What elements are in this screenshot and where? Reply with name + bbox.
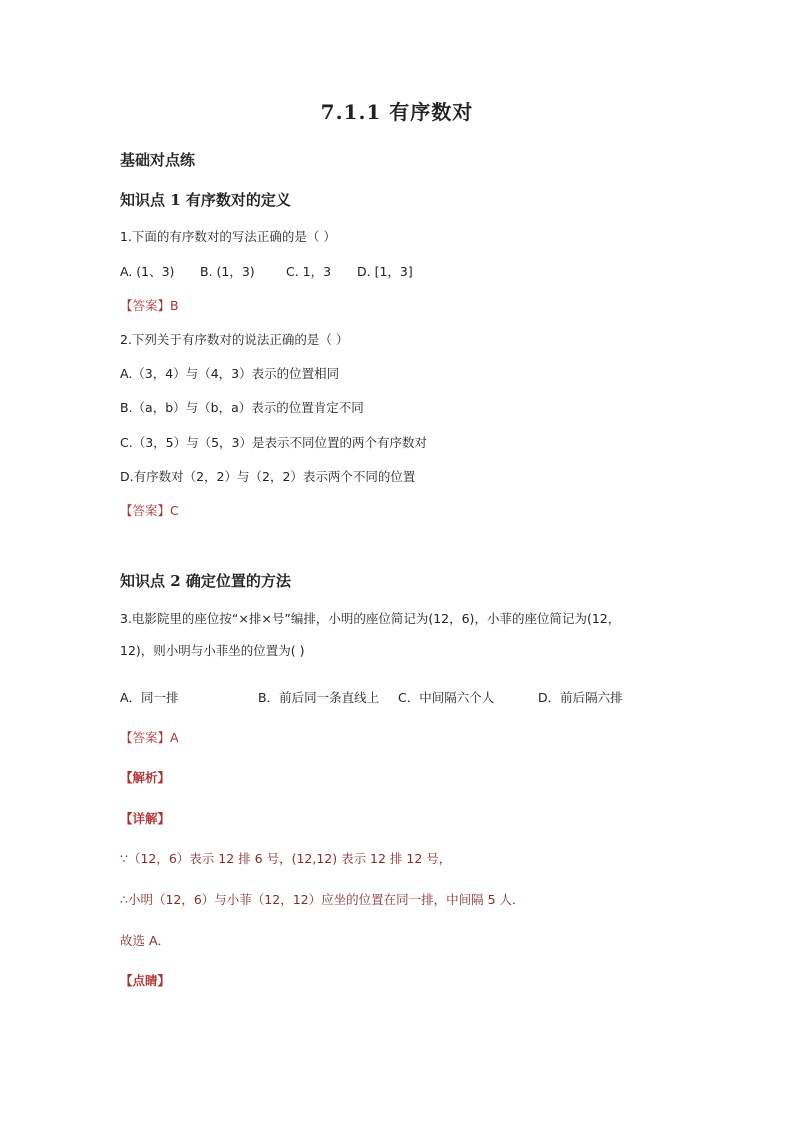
q3-option-d: D．前后隔六排 — [538, 690, 623, 705]
question-2-answer: 【答案】C — [120, 503, 179, 518]
q1-option-c: C. 1，3 — [286, 264, 332, 279]
knowledge-point-2-heading: 知识点 2 确定位置的方法 — [120, 572, 291, 590]
comment-label: 【点睛】 — [120, 973, 171, 988]
question-1-answer: 【答案】B — [120, 298, 179, 313]
section-heading: 基础对点练 — [120, 151, 196, 169]
question-3-answer: 【答案】A — [120, 730, 179, 745]
question-2-stem: 2.下列关于有序数对的说法正确的是（ ） — [120, 332, 349, 347]
question-3-stem-line-2: 12)，则小明与小菲坐的位置为( ) — [120, 643, 305, 658]
q1-option-d: D. [1，3] — [357, 264, 413, 279]
q2-option-a: A.（3，4）与（4，3）表示的位置相同 — [120, 366, 340, 381]
detail-line-1: ∵（12，6）表示 12 排 6 号，(12,12) 表示 12 排 12 号， — [120, 851, 452, 866]
question-1-stem: 1.下面的有序数对的写法正确的是（ ） — [120, 229, 336, 244]
q3-option-c: C．中间隔六个人 — [398, 690, 495, 705]
knowledge-point-1-heading: 知识点 1 有序数对的定义 — [120, 191, 291, 209]
q2-option-d: D.有序数对（2，2）与（2，2）表示两个不同的位置 — [120, 469, 416, 484]
analysis-label: 【解析】 — [120, 770, 171, 785]
detail-line-2: ∴小明（12，6）与小菲（12，12）应坐的位置在同一排，中间隔 5 人． — [120, 892, 525, 907]
q1-option-b: B. (1，3) — [200, 264, 255, 279]
page-title: 7.1.1 有序数对 — [320, 100, 474, 124]
q3-option-a: A．同一排 — [120, 690, 179, 705]
question-3-options — [120, 690, 623, 706]
q2-option-b: B.（a，b）与（b，a）表示的位置肯定不同 — [120, 400, 364, 415]
detail-line-3: 故选 A． — [120, 933, 171, 948]
q3-option-b: B．前后同一条直线上 — [258, 690, 380, 705]
question-3-stem-line-1: 3.电影院里的座位按“×排×号”编排，小明的座位简记为(12，6)，小菲的座位简记为(12， — [120, 611, 621, 626]
q1-option-a: A. (1、3) — [120, 264, 175, 279]
question-1-options — [120, 264, 413, 280]
detail-label: 【详解】 — [120, 811, 171, 826]
q2-option-c: C.（3，5）与（5，3）是表示不同位置的两个有序数对 — [120, 435, 428, 450]
